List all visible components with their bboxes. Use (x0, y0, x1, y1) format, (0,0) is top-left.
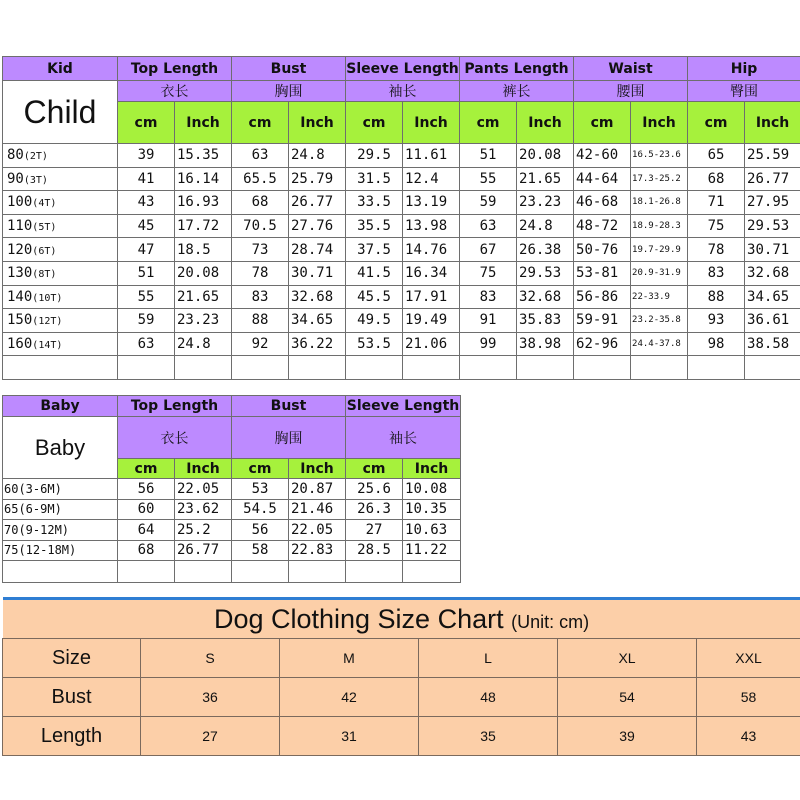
table-cell: 38.58 (745, 332, 800, 356)
table-cell: 88 (688, 285, 745, 309)
unit-inch: Inch (175, 102, 232, 144)
dog-cell: 43 (697, 717, 800, 756)
dog-unit-text: (Unit: cm) (511, 611, 590, 632)
table-cell: 70.5 (232, 214, 289, 238)
table-cell: 18.1-26.8 (631, 191, 688, 215)
dog-cell: S (141, 639, 280, 678)
dog-cell: M (280, 639, 419, 678)
table-cell: 31.5 (346, 167, 403, 191)
table-row (3, 167, 800, 191)
kid-column-header: Hip (688, 57, 800, 81)
table-cell: 67 (460, 238, 517, 262)
baby-label: Baby (3, 417, 118, 479)
table-cell: 68 (118, 540, 175, 561)
table-row (3, 144, 800, 168)
table-cell: 63 (460, 214, 517, 238)
empty-cell (688, 356, 745, 380)
baby-column-header: Sleeve Length (346, 396, 461, 417)
table-cell: 48-72 (574, 214, 631, 238)
empty-cell (232, 356, 289, 380)
empty-cell (232, 561, 289, 583)
table-cell: 29.5 (346, 144, 403, 168)
dog-row (3, 639, 800, 678)
table-cell: 36.61 (745, 309, 800, 333)
empty-cell (3, 356, 118, 380)
unit-inch: Inch (517, 102, 574, 144)
dog-row (3, 717, 800, 756)
table-cell: 68 (232, 191, 289, 215)
size-cell (3, 309, 118, 333)
table-cell: 18.5 (175, 238, 232, 262)
table-cell: 83 (688, 261, 745, 285)
table-cell: 10.35 (403, 499, 461, 520)
empty-cell (403, 561, 461, 583)
table-row (3, 214, 800, 238)
table-cell: 16.14 (175, 167, 232, 191)
table-cell: 56 (232, 520, 289, 541)
table-cell: 41 (118, 167, 175, 191)
table-cell: 35.5 (346, 214, 403, 238)
baby-column-header-zh: 袖长 (346, 417, 461, 459)
kid-column-header-zh: 袖长 (346, 81, 460, 102)
table-cell: 83 (232, 285, 289, 309)
table-cell: 41.5 (346, 261, 403, 285)
size-value: 100 (7, 194, 33, 211)
kid-column-header-zh: 腰围 (574, 81, 688, 102)
table-cell: 19.7-29.9 (631, 238, 688, 262)
table-cell: 14.76 (403, 238, 460, 262)
table-row (3, 191, 800, 215)
empty-cell (175, 356, 232, 380)
empty-cell (289, 356, 346, 380)
table-cell: 27.95 (745, 191, 800, 215)
unit-cm: cm (574, 102, 631, 144)
table-cell: 68 (688, 167, 745, 191)
dog-cell: 48 (419, 678, 558, 717)
table-cell: 71 (688, 191, 745, 215)
table-cell: 20.9-31.9 (631, 261, 688, 285)
size-value: 140 (7, 288, 33, 305)
table-cell: 29.53 (745, 214, 800, 238)
kid-column-header: Bust (232, 57, 346, 81)
table-row (3, 540, 461, 561)
table-cell: 34.65 (289, 309, 346, 333)
dog-cell: 39 (558, 717, 697, 756)
unit-inch: Inch (403, 459, 461, 479)
table-row (3, 520, 461, 541)
table-cell: 25.59 (745, 144, 800, 168)
table-cell: 23.2-35.8 (631, 309, 688, 333)
size-value: 80 (7, 147, 24, 164)
table-cell: 99 (460, 332, 517, 356)
table-cell: 21.06 (403, 332, 460, 356)
table-cell: 28.74 (289, 238, 346, 262)
kid-header-row (3, 57, 800, 81)
table-cell: 29.53 (517, 261, 574, 285)
table-cell: 63 (232, 144, 289, 168)
dog-size-table (2, 597, 800, 756)
table-cell: 10.63 (403, 520, 461, 541)
table-cell: 83 (460, 285, 517, 309)
table-cell: 58 (232, 540, 289, 561)
table-cell: 32.68 (289, 285, 346, 309)
table-cell: 30.71 (745, 238, 800, 262)
table-row (3, 479, 461, 500)
size-cell (3, 285, 118, 309)
table-cell: 23.62 (175, 499, 232, 520)
dog-cell: 35 (419, 717, 558, 756)
unit-inch: Inch (175, 459, 232, 479)
table-cell: 64 (118, 520, 175, 541)
unit-inch: Inch (289, 102, 346, 144)
empty-cell (118, 356, 175, 380)
dog-cell: XXL (697, 639, 800, 678)
empty-cell (289, 561, 346, 583)
unit-cm: cm (232, 102, 289, 144)
table-cell: 55 (460, 167, 517, 191)
dog-title-row (3, 599, 800, 639)
unit-cm: cm (460, 102, 517, 144)
dog-row-label: Size (3, 639, 141, 678)
table-cell: 23.23 (175, 309, 232, 333)
size-cell: 60(3-6M) (3, 479, 118, 500)
table-cell: 63 (118, 332, 175, 356)
size-value: 110 (7, 218, 33, 235)
table-cell: 11.61 (403, 144, 460, 168)
dog-cell: 36 (141, 678, 280, 717)
table-cell: 36.22 (289, 332, 346, 356)
table-cell: 11.22 (403, 540, 461, 561)
table-cell: 49.5 (346, 309, 403, 333)
dog-chart-title (3, 599, 800, 639)
baby-corner-label: Baby (3, 396, 118, 417)
table-cell: 65.5 (232, 167, 289, 191)
size-age: (10T) (32, 292, 63, 304)
table-cell: 25.6 (346, 479, 403, 500)
empty-cell (574, 356, 631, 380)
table-cell: 54.5 (232, 499, 289, 520)
table-row (3, 261, 800, 285)
unit-cm: cm (118, 102, 175, 144)
table-cell: 26.77 (745, 167, 800, 191)
table-row (3, 499, 461, 520)
table-cell: 46-68 (574, 191, 631, 215)
dog-cell: XL (558, 639, 697, 678)
table-cell: 55 (118, 285, 175, 309)
table-cell: 98 (688, 332, 745, 356)
empty-row (3, 561, 461, 583)
table-cell: 53 (232, 479, 289, 500)
table-cell: 62-96 (574, 332, 631, 356)
empty-cell (460, 356, 517, 380)
table-cell: 12.4 (403, 167, 460, 191)
table-cell: 42-60 (574, 144, 631, 168)
table-cell: 43 (118, 191, 175, 215)
unit-cm: cm (346, 459, 403, 479)
empty-cell (346, 561, 403, 583)
baby-size-table (2, 395, 461, 583)
size-value: 120 (7, 241, 33, 258)
table-cell: 88 (232, 309, 289, 333)
table-cell: 26.77 (175, 540, 232, 561)
size-age: (8T) (32, 269, 57, 281)
size-cell (3, 144, 118, 168)
size-age: (6T) (32, 245, 57, 257)
unit-inch: Inch (745, 102, 800, 144)
dog-cell: 58 (697, 678, 800, 717)
table-cell: 39 (118, 144, 175, 168)
size-cell: 65(6-9M) (3, 499, 118, 520)
unit-cm: cm (232, 459, 289, 479)
kid-units-row (3, 102, 800, 144)
table-cell: 45.5 (346, 285, 403, 309)
empty-cell (118, 561, 175, 583)
size-age: (4T) (32, 198, 57, 210)
kid-column-header: Top Length (118, 57, 232, 81)
baby-column-header: Bust (232, 396, 346, 417)
dog-row-label: Length (3, 717, 141, 756)
empty-cell (631, 356, 688, 380)
table-cell: 22.05 (289, 520, 346, 541)
table-cell: 59 (460, 191, 517, 215)
table-cell: 56-86 (574, 285, 631, 309)
size-value: 130 (7, 265, 33, 282)
table-cell: 24.4-37.8 (631, 332, 688, 356)
table-cell: 22.05 (175, 479, 232, 500)
unit-cm: cm (688, 102, 745, 144)
table-cell: 24.8 (289, 144, 346, 168)
empty-cell (403, 356, 460, 380)
baby-header-row (3, 396, 461, 417)
size-cell (3, 167, 118, 191)
table-cell: 16.5-23.6 (631, 144, 688, 168)
empty-cell (346, 356, 403, 380)
empty-cell (3, 561, 118, 583)
unit-cm: cm (346, 102, 403, 144)
table-row (3, 285, 800, 309)
size-age: (14T) (32, 340, 63, 352)
empty-cell (175, 561, 232, 583)
table-cell: 53-81 (574, 261, 631, 285)
table-cell: 13.98 (403, 214, 460, 238)
table-cell: 17.3-25.2 (631, 167, 688, 191)
table-cell: 60 (118, 499, 175, 520)
table-cell: 59 (118, 309, 175, 333)
table-cell: 27.76 (289, 214, 346, 238)
table-cell: 51 (460, 144, 517, 168)
table-cell: 21.46 (289, 499, 346, 520)
size-age: (2T) (23, 151, 48, 163)
table-cell: 65 (688, 144, 745, 168)
table-cell: 32.68 (745, 261, 800, 285)
table-cell: 38.98 (517, 332, 574, 356)
table-cell: 17.91 (403, 285, 460, 309)
table-cell: 51 (118, 261, 175, 285)
table-cell: 73 (232, 238, 289, 262)
size-cell (3, 238, 118, 262)
table-cell: 75 (688, 214, 745, 238)
table-cell: 75 (460, 261, 517, 285)
table-cell: 53.5 (346, 332, 403, 356)
table-cell: 26.77 (289, 191, 346, 215)
table-cell: 30.71 (289, 261, 346, 285)
size-value: 90 (7, 170, 24, 187)
size-age: (12T) (32, 316, 63, 328)
kid-corner-label: Kid (3, 57, 118, 81)
table-cell: 92 (232, 332, 289, 356)
dog-cell: L (419, 639, 558, 678)
table-cell: 18.9-28.3 (631, 214, 688, 238)
table-cell: 50-76 (574, 238, 631, 262)
table-cell: 44-64 (574, 167, 631, 191)
table-cell: 78 (232, 261, 289, 285)
kid-column-header: Sleeve Length (346, 57, 460, 81)
dog-cell: 31 (280, 717, 419, 756)
table-cell: 19.49 (403, 309, 460, 333)
size-age: (3T) (23, 174, 48, 186)
size-age: (5T) (32, 222, 57, 234)
size-cell (3, 191, 118, 215)
empty-row (3, 356, 800, 380)
size-cell (3, 214, 118, 238)
table-cell: 24.8 (517, 214, 574, 238)
table-cell: 56 (118, 479, 175, 500)
table-cell: 35.83 (517, 309, 574, 333)
table-cell: 17.72 (175, 214, 232, 238)
kid-column-header: Waist (574, 57, 688, 81)
size-cell (3, 332, 118, 356)
table-cell: 37.5 (346, 238, 403, 262)
table-cell: 59-91 (574, 309, 631, 333)
table-cell: 45 (118, 214, 175, 238)
table-cell: 13.19 (403, 191, 460, 215)
table-cell: 15.35 (175, 144, 232, 168)
kid-column-header: Pants Length (460, 57, 574, 81)
table-cell: 78 (688, 238, 745, 262)
table-cell: 10.08 (403, 479, 461, 500)
table-cell: 28.5 (346, 540, 403, 561)
baby-column-header-zh: 胸围 (232, 417, 346, 459)
size-cell: 70(9-12M) (3, 520, 118, 541)
table-cell: 20.08 (175, 261, 232, 285)
size-cell: 75(12-18M) (3, 540, 118, 561)
unit-inch: Inch (289, 459, 346, 479)
dog-cell: 42 (280, 678, 419, 717)
table-cell: 16.93 (175, 191, 232, 215)
size-value: 160 (7, 336, 33, 353)
dog-title-text: Dog Clothing Size Chart (213, 603, 504, 634)
table-cell: 24.8 (175, 332, 232, 356)
table-cell: 23.23 (517, 191, 574, 215)
kid-column-header-zh: 裤长 (460, 81, 574, 102)
child-label: Child (3, 81, 118, 144)
unit-inch: Inch (403, 102, 460, 144)
table-cell: 27 (346, 520, 403, 541)
dog-cell: 54 (558, 678, 697, 717)
kid-column-header-zh: 胸围 (232, 81, 346, 102)
baby-header-row-zh (3, 417, 461, 459)
size-cell (3, 261, 118, 285)
table-cell: 26.3 (346, 499, 403, 520)
empty-cell (517, 356, 574, 380)
table-cell: 26.38 (517, 238, 574, 262)
table-cell: 93 (688, 309, 745, 333)
unit-inch: Inch (631, 102, 688, 144)
table-cell: 91 (460, 309, 517, 333)
table-cell: 16.34 (403, 261, 460, 285)
child-size-table (2, 56, 800, 380)
table-cell: 34.65 (745, 285, 800, 309)
dog-cell: 27 (141, 717, 280, 756)
table-cell: 22.83 (289, 540, 346, 561)
baby-column-header: Top Length (118, 396, 232, 417)
table-cell: 47 (118, 238, 175, 262)
empty-cell (745, 356, 800, 380)
table-cell: 25.79 (289, 167, 346, 191)
dog-row (3, 678, 800, 717)
size-value: 150 (7, 312, 33, 329)
table-row (3, 309, 800, 333)
table-cell: 20.08 (517, 144, 574, 168)
baby-column-header-zh: 衣长 (118, 417, 232, 459)
unit-cm: cm (118, 459, 175, 479)
table-cell: 32.68 (517, 285, 574, 309)
table-cell: 20.87 (289, 479, 346, 500)
table-row (3, 332, 800, 356)
kid-header-row-zh (3, 81, 800, 102)
table-cell: 21.65 (517, 167, 574, 191)
table-cell: 25.2 (175, 520, 232, 541)
table-cell: 21.65 (175, 285, 232, 309)
kid-column-header-zh: 衣长 (118, 81, 232, 102)
table-row (3, 238, 800, 262)
dog-row-label: Bust (3, 678, 141, 717)
table-cell: 22-33.9 (631, 285, 688, 309)
table-cell: 33.5 (346, 191, 403, 215)
kid-column-header-zh: 臀围 (688, 81, 800, 102)
